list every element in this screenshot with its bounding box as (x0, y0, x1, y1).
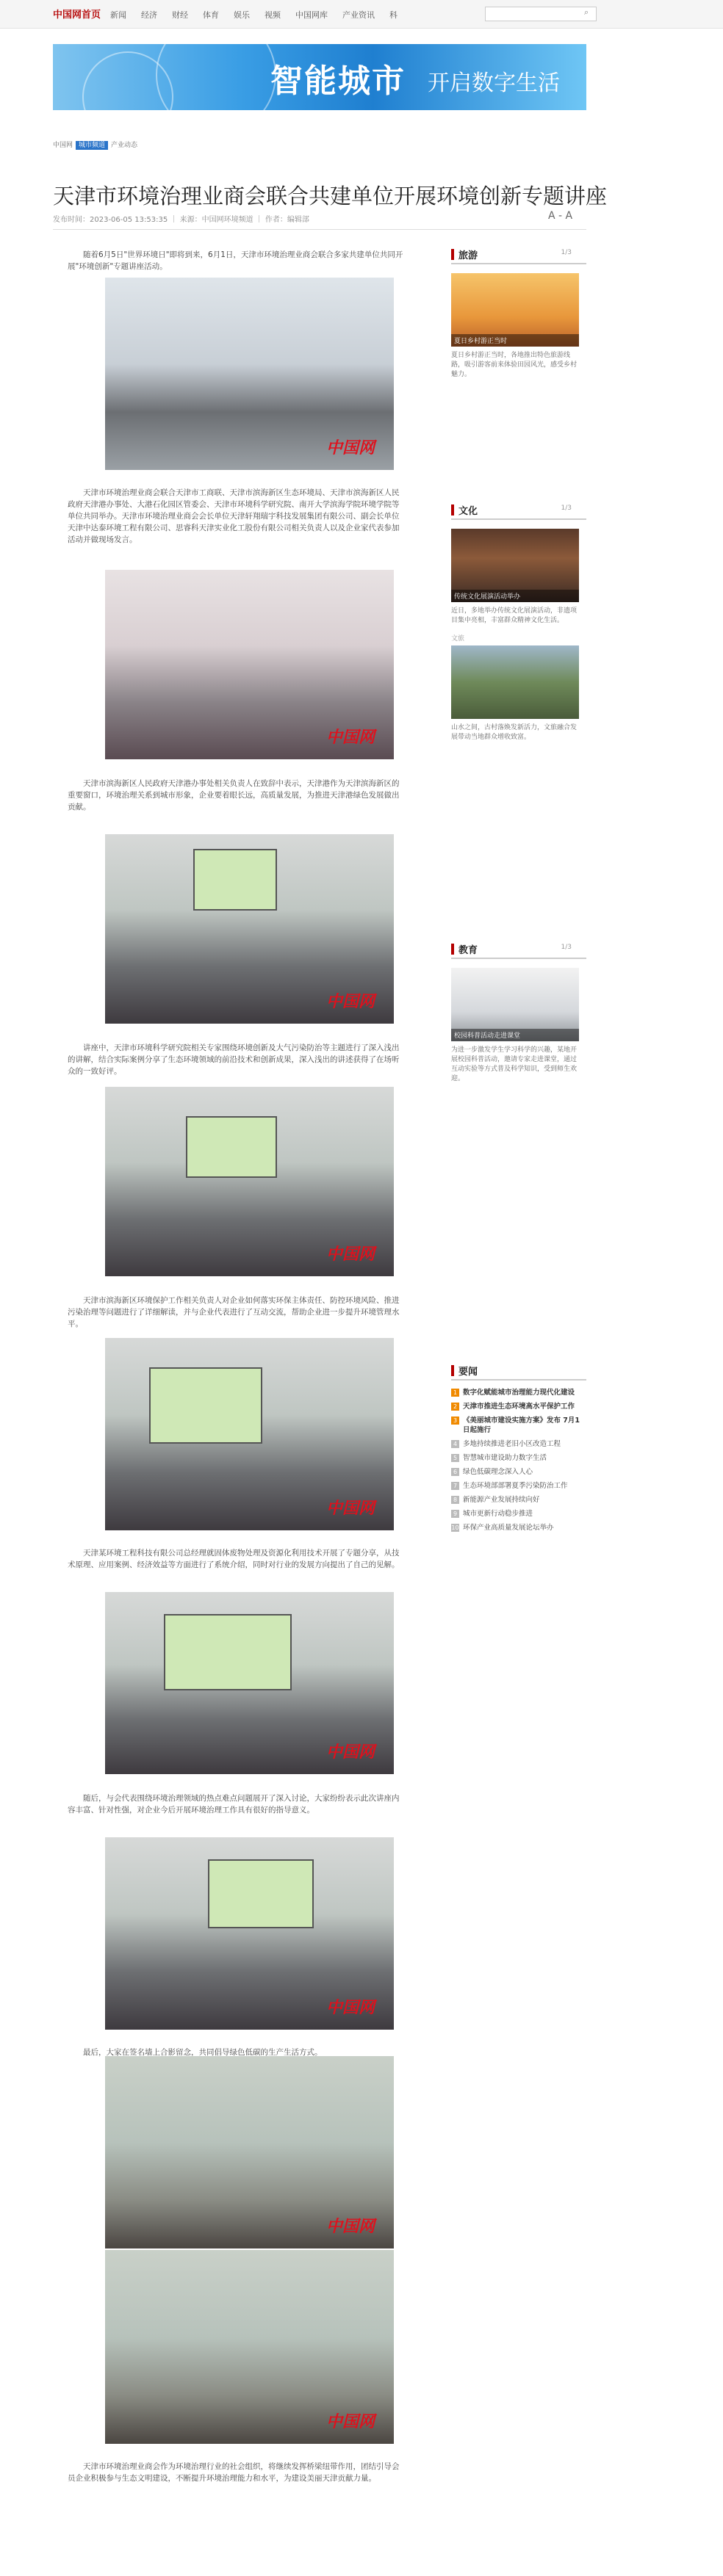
projector-screen (149, 1367, 262, 1444)
watermark-logo: 中国网 (325, 2218, 375, 2236)
news-headline[interactable]: 《美丽城市建设实施方案》发布 7月1日起施行 (463, 1417, 580, 1434)
news-list-item[interactable] (451, 1453, 586, 1463)
sidebar-heading: 教育 1/3 (451, 941, 586, 959)
article-photo-exercise-1 (105, 2056, 394, 2248)
heading-marker (451, 1365, 454, 1376)
news-list-item[interactable] (451, 1495, 586, 1505)
projector-screen (208, 1859, 314, 1928)
breadcrumb-channel[interactable]: 城市频道 (76, 141, 108, 150)
decor-circle (156, 44, 276, 110)
article-paragraph: 天津市滨海新区环境保护工作相关负责人对企业如何落实环保主体责任、防控环境风险、推进污染治理等问题进行了详细解读，并与企业代表进行了互动交流，帮助企业进一步提升环境管理水平。 (68, 1295, 400, 1328)
watermark-logo: 中国网 (325, 1999, 375, 2017)
rank-badge: 6 (451, 1468, 459, 1476)
sidebar-heading: 旅游 1/3 (451, 247, 586, 264)
sidebar-tourism (451, 247, 586, 380)
projector-screen (164, 1614, 292, 1690)
nav-item[interactable]: 娱乐 (234, 10, 250, 20)
sidebar-heading: 文化 1/3 (451, 502, 586, 520)
news-list-item[interactable] (451, 1509, 586, 1519)
breadcrumb-section[interactable]: 产业动态 (111, 142, 138, 149)
projector-screen (193, 849, 277, 911)
article-photo-speaker (105, 834, 394, 1024)
article-photo-presenter (105, 1338, 394, 1530)
breadcrumb (53, 140, 137, 149)
news-headline[interactable]: 多地持续推进老旧小区改造工程 (463, 1440, 561, 1448)
sidebar-sublabel: 文旅 (451, 635, 465, 643)
article-paragraph: 讲座中，天津市环境科学研究院相关专家围绕环境创新及大气污染防治等主题进行了深入浅出的讲解，结合实际案例分享了生态环境领域的前沿技术和创新成果，深入浅出的讲述获得了在场听众的一致好评。 (68, 1043, 400, 1076)
article-photo-exercise-2 (105, 2250, 394, 2444)
article-photo-meeting (105, 570, 394, 759)
sidebar-thumbnail[interactable]: 传统文化展演活动举办 (451, 529, 579, 602)
news-list-item[interactable] (451, 1467, 586, 1477)
sidebar-summary[interactable]: 为进一步激发学生学习科学的兴趣，某地开展校园科普活动，邀请专家走进课堂，通过互动实验等方式普及科学知识，受到师生欢迎。 (451, 1046, 578, 1082)
news-headline[interactable]: 生态环境部部署夏季污染防治工作 (463, 1482, 568, 1490)
nav-item[interactable]: 视频 (265, 10, 281, 20)
rank-badge: 4 (451, 1440, 459, 1448)
nav-item[interactable]: 经济 (141, 10, 157, 20)
watermark-logo: 中国网 (325, 1743, 375, 1762)
banner-title: 智能城市 (270, 62, 406, 100)
article-title: 天津市环境治理业商会联合共建单位开展环境创新专题讲座 (53, 184, 608, 209)
article-meta: 发布时间：2023-06-05 13:53:35 ｜ 来源：中国网环境频道 ｜ 作者：编辑部 (53, 216, 309, 224)
news-list-item[interactable] (451, 1416, 586, 1435)
news-headline[interactable]: 绿色低碳理念深入人心 (463, 1468, 533, 1476)
news-headline[interactable]: 城市更新行动稳步推进 (463, 1510, 533, 1518)
article-photo-audience (105, 1592, 394, 1774)
article-paragraph: 最后，大家在签名墙上合影留念，共同倡导绿色低碳的生产生活方式。 (83, 2047, 323, 2057)
sidebar-culture (451, 502, 586, 742)
rank-badge: 7 (451, 1482, 459, 1490)
rank-badge: 1 (451, 1389, 459, 1397)
sidebar-summary[interactable]: 山水之间，古村落焕发新活力，文旅融合发展带动当地群众增收致富。 (451, 724, 578, 741)
watermark-logo: 中国网 (325, 728, 375, 747)
heading-marker (451, 249, 454, 260)
projector-screen (186, 1116, 277, 1178)
pager[interactable]: 1/3 (561, 944, 572, 951)
article-paragraph: 天津某环境工程科技有限公司总经理就固体废物处理及资源化利用技术开展了专题分享，从技术原理、应用案例、经济效益等方面进行了系统介绍，同时对行业的发展方向提出了自己的见解。 (68, 1548, 400, 1569)
sidebar-thumbnail[interactable]: 夏日乡村游正当时 (451, 273, 579, 347)
rank-badge: 9 (451, 1510, 459, 1518)
rank-badge: 5 (451, 1454, 459, 1462)
breadcrumb-home[interactable]: 中国网 (53, 142, 73, 149)
rank-badge: 8 (451, 1496, 459, 1504)
watermark-logo: 中国网 (325, 2413, 375, 2431)
pager[interactable]: 1/3 (561, 249, 572, 256)
watermark-logo: 中国网 (325, 993, 375, 1011)
sidebar-news (451, 1363, 586, 1537)
article-paragraph: 天津市滨海新区人民政府天津港办事处相关负责人在致辞中表示，天津港作为天津滨海新区的重要窗口，环境治理关系到城市形象，企业要着眼长远，高质量发展，为推进天津港绿色发展做出贡献。 (68, 778, 400, 811)
sidebar-thumbnail[interactable] (451, 645, 579, 719)
pager[interactable]: 1/3 (561, 504, 572, 512)
top-navigation-bar (0, 0, 723, 29)
main-nav (110, 9, 398, 21)
search-icon[interactable]: ⌕ (584, 7, 589, 17)
rank-badge: 10 (451, 1524, 459, 1531)
title-divider (53, 229, 586, 230)
article-paragraph: 随着6月5日"世界环境日"即将到来，6月1日，天津市环境治理业商会联合多家共建单位共同开展"环境创新"专题讲座活动。 (68, 250, 403, 271)
news-list-item[interactable] (451, 1439, 586, 1449)
news-list-item[interactable] (451, 1402, 586, 1411)
search-input[interactable] (485, 7, 597, 21)
news-headline[interactable]: 环保产业高质量发展论坛举办 (463, 1524, 554, 1532)
nav-item[interactable]: 科 (389, 10, 398, 20)
news-headline[interactable]: 智慧城市建设助力数字生活 (463, 1454, 547, 1462)
article-photo-award (105, 1837, 394, 2030)
news-list-item[interactable] (451, 1388, 586, 1397)
heading-marker (451, 944, 454, 955)
nav-item[interactable]: 中国网库 (295, 10, 328, 20)
rank-badge: 2 (451, 1403, 459, 1411)
article-paragraph: 天津市环境治理业商会联合天津市工商联、天津市滨海新区生态环境局、天津市滨海新区人民政府天津港办事处、大港石化园区管委会、天津市环境科学研究院、南开大学滨海学院环境学院等单位共同举办。天津市环境治理业商会会长单位天津轩翔瑞宇科技发展集团有限公司、副会长单位天津中达泰环境工程有限公司、思睿科天津实业化工股份有限公司相关负责人以及企业家代表参加活动并做现场发言。 (68, 488, 400, 544)
sidebar-education (451, 941, 586, 1084)
news-list-item[interactable] (451, 1481, 586, 1491)
article-paragraph: 随后，与会代表围绕环境治理领域的热点难点问题展开了深入讨论，大家纷纷表示此次讲座内容丰富、针对性强，对企业今后开展环境治理工作具有很好的指导意义。 (68, 1793, 400, 1815)
news-headline[interactable]: 天津市推进生态环境高水平保护工作 (463, 1403, 575, 1411)
news-list (451, 1388, 586, 1533)
article-photo-lecture (105, 1087, 394, 1276)
channel-banner[interactable] (53, 44, 586, 110)
nav-item[interactable]: 体育 (203, 10, 219, 20)
article-paragraph: 天津市环境治理业商会作为环境治理行业的社会组织，将继续发挥桥梁纽带作用，团结引导会员企业积极参与生态文明建设，不断提升环境治理能力和水平，为建设美丽天津贡献力量。 (68, 2461, 400, 2483)
article-photo-group (105, 278, 394, 470)
news-list-item[interactable] (451, 1523, 586, 1533)
banner-subtitle: 开启数字生活 (428, 70, 560, 96)
watermark-logo: 中国网 (325, 439, 375, 457)
news-headline[interactable]: 新能源产业发展持续向好 (463, 1496, 540, 1504)
nav-item[interactable]: 财经 (172, 10, 188, 20)
site-logo[interactable]: 中国网首页 (53, 10, 101, 21)
rank-badge: 3 (451, 1417, 459, 1425)
sidebar-thumbnail[interactable]: 校园科普活动走进课堂 (451, 968, 579, 1041)
nav-item[interactable]: 产业资讯 (342, 10, 375, 20)
news-headline[interactable]: 数字化赋能城市治理能力现代化建设 (463, 1389, 575, 1397)
watermark-logo: 中国网 (325, 1245, 375, 1264)
nav-item[interactable]: 新闻 (110, 10, 126, 20)
sidebar-summary[interactable]: 近日，多地举办传统文化展演活动，非遗项目集中亮相，丰富群众精神文化生活。 (451, 607, 578, 624)
heading-marker (451, 504, 454, 515)
sidebar-heading: 要闻 (451, 1363, 586, 1381)
sidebar-summary[interactable]: 夏日乡村游正当时，各地推出特色旅游线路，吸引游客前来体验田园风光，感受乡村魅力。 (451, 352, 578, 378)
watermark-logo: 中国网 (325, 1499, 375, 1518)
font-size-toggle[interactable]: A - A (548, 210, 573, 222)
